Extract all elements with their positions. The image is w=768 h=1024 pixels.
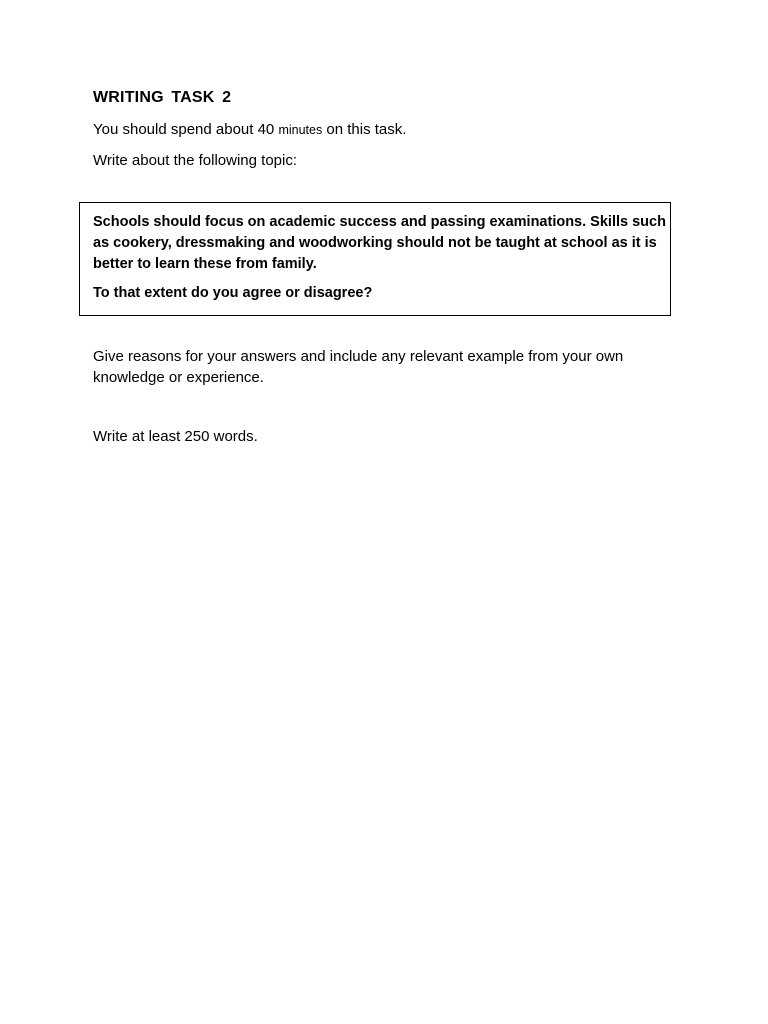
time-instruction-suffix: on this task. bbox=[322, 121, 407, 138]
essay-question: To that extent do you agree or disagree? bbox=[93, 285, 373, 301]
task-heading: WRITING TASK 2 bbox=[93, 89, 232, 106]
essay-statement: Schools should focus on academic success and passing examinations. Skills such as cookery, dressmaking and woodworking should not be taught at school as it is better to learn these from family. bbox=[93, 214, 666, 272]
word-count-instruction: Write at least 250 words. bbox=[93, 428, 258, 445]
topic-intro: Write about the following topic: bbox=[93, 152, 298, 169]
essay-prompt-box bbox=[79, 202, 671, 316]
time-instruction-prefix: You should spend about 40 bbox=[93, 121, 279, 138]
time-unit: minutes bbox=[278, 123, 323, 137]
reasons-instruction: Give reasons for your answers and include any relevant example from your own knowledge or experience. bbox=[93, 348, 624, 386]
time-instruction bbox=[93, 121, 406, 138]
